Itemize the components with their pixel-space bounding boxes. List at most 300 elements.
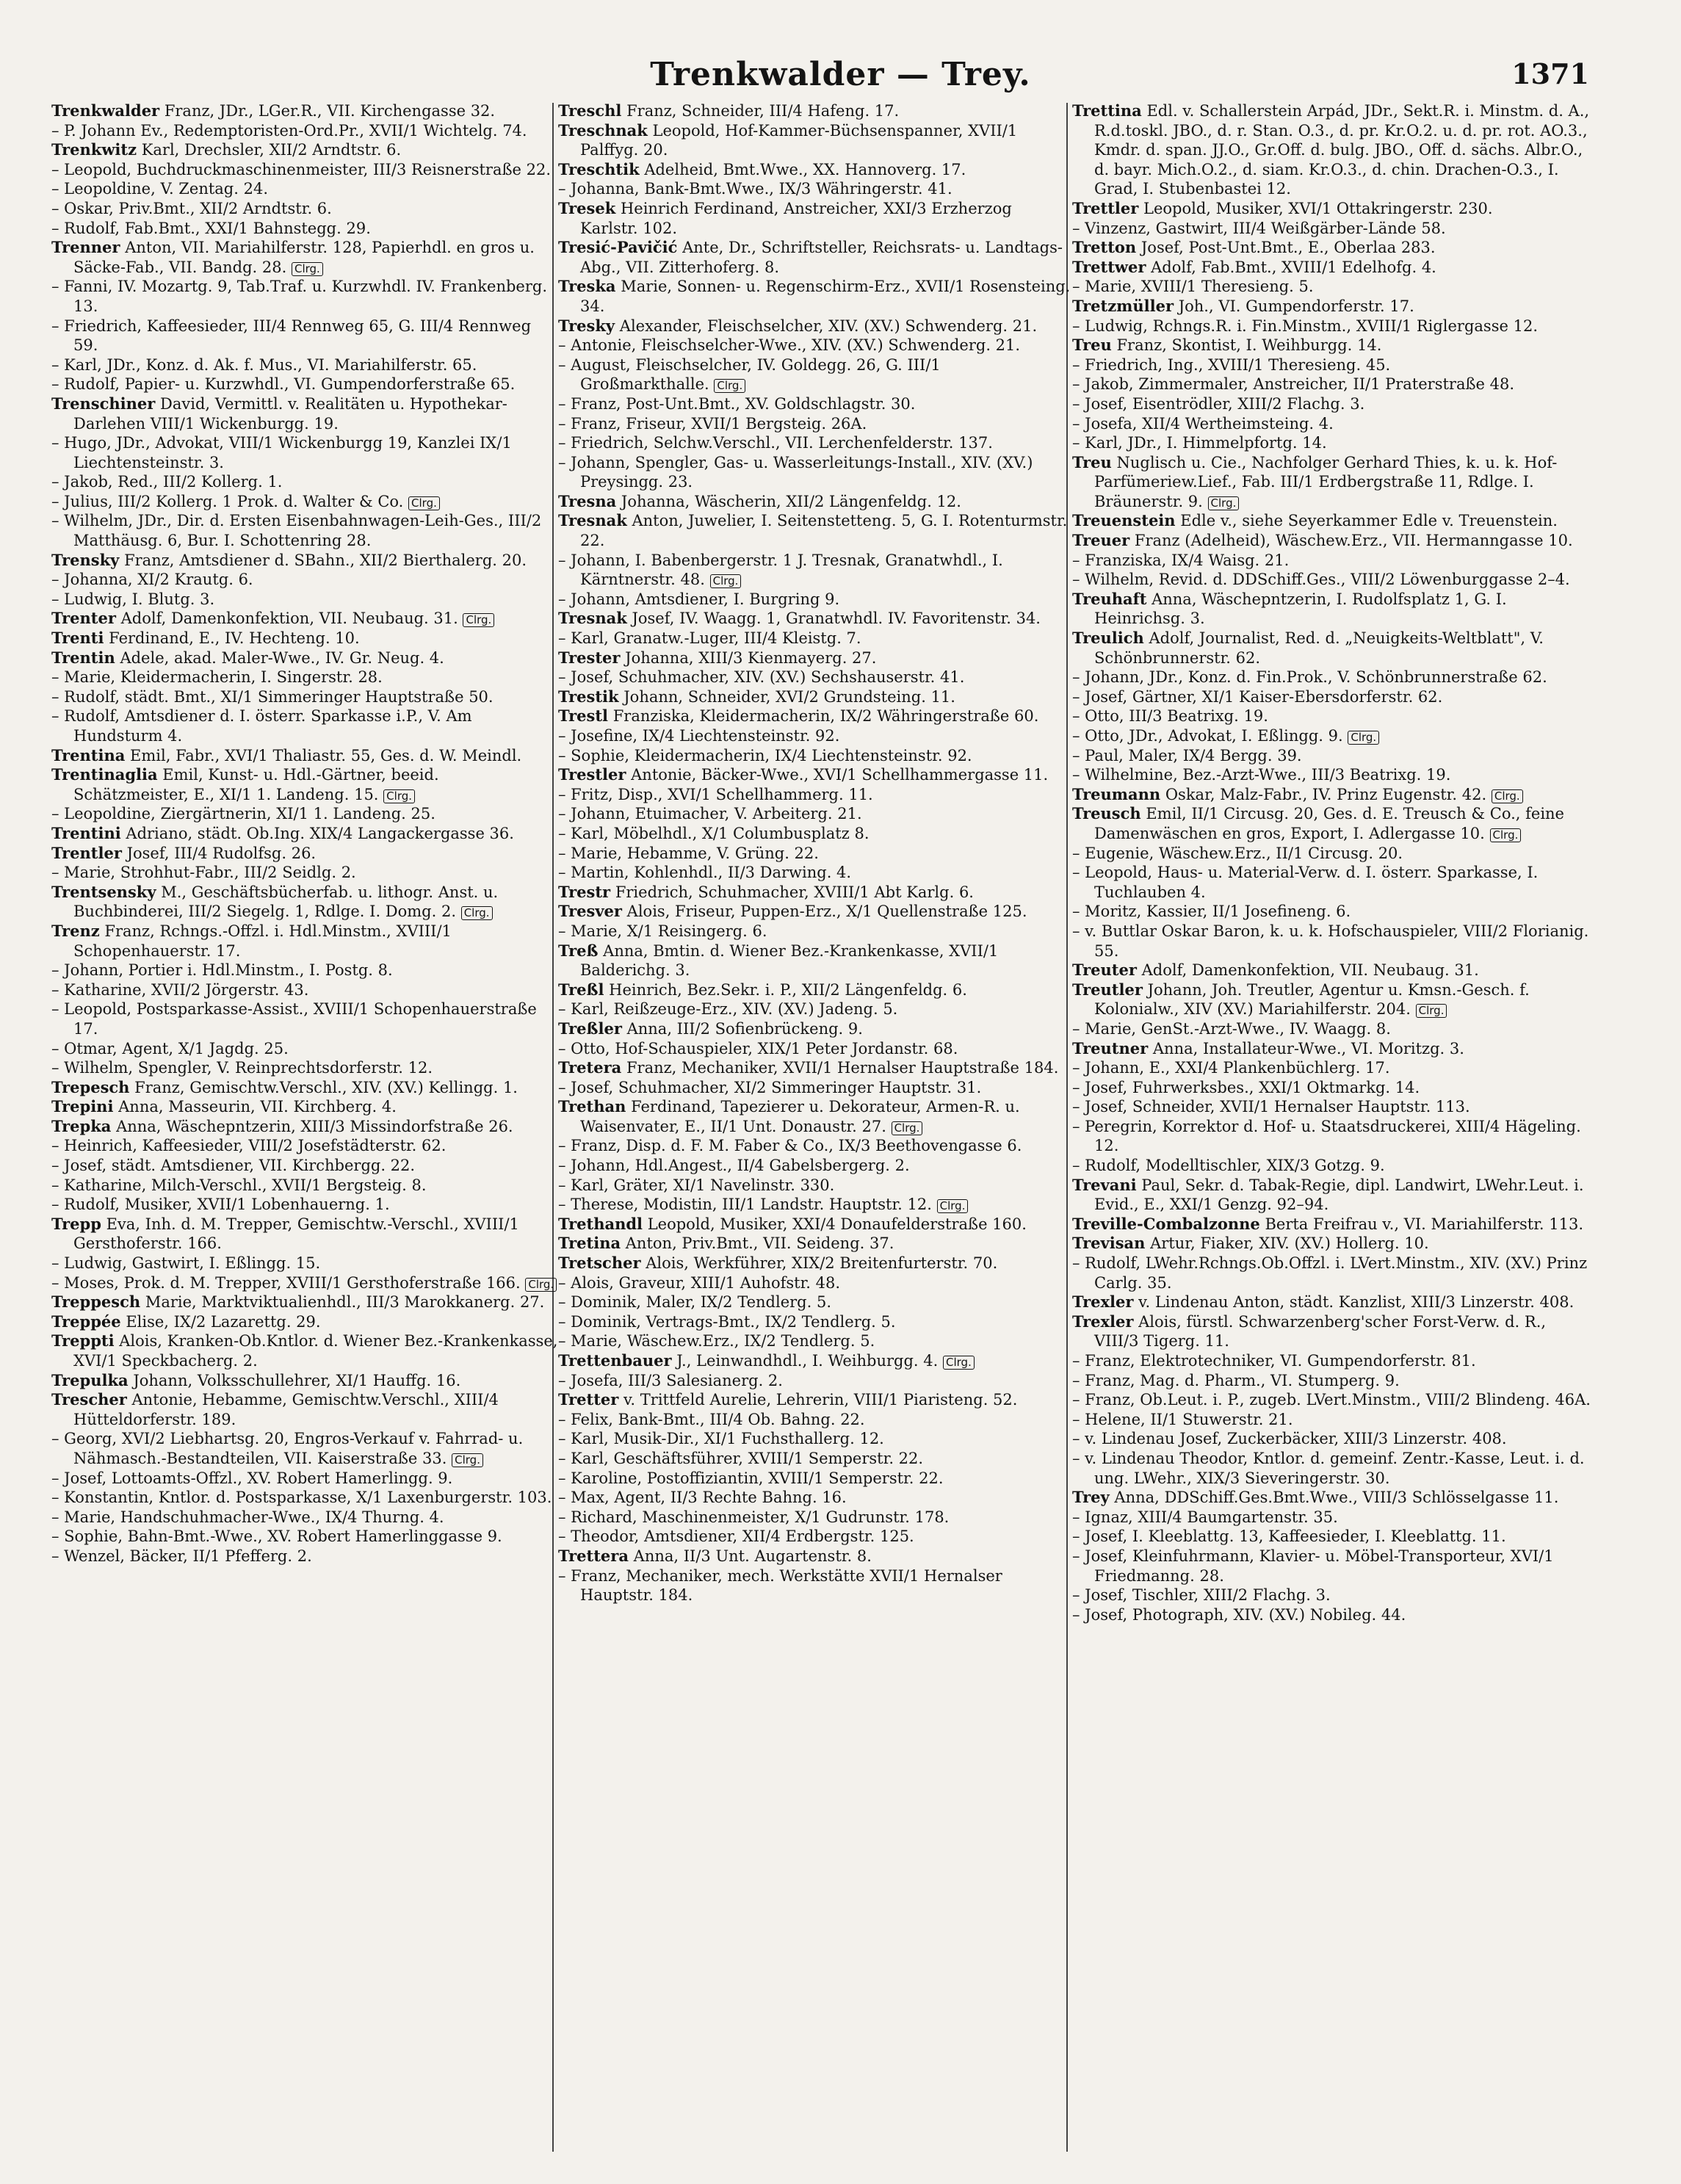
directory-entry	[558, 765, 1072, 785]
directory-entry	[558, 1097, 1072, 1136]
directory-entry	[1072, 336, 1594, 355]
entry-surname: Tresky	[558, 316, 615, 335]
directory-entry	[51, 961, 558, 980]
directory-entry	[1072, 375, 1594, 394]
entry-text: Josef, III/4 Rudolfsg. 26.	[126, 844, 317, 862]
entry-text: – Martin, Kohlenhdl., II/3 Darwing. 4.	[558, 864, 852, 882]
entry-surname: Treppti	[51, 1331, 115, 1350]
entry-text: J., Leinwandhdl., I. Weihburgg. 4.	[676, 1352, 939, 1370]
clearing-badge: Clrg.	[1490, 828, 1522, 842]
directory-entry	[51, 492, 558, 512]
entry-text: – Helene, II/1 Stuwerstr. 21.	[1072, 1410, 1293, 1428]
directory-entry	[558, 706, 1072, 726]
clearing-badge: Clrg.	[1208, 496, 1240, 510]
entry-text: – Karl, Möbelhdl., X/1 Columbusplatz 8.	[558, 824, 870, 842]
directory-entry	[51, 1292, 558, 1312]
directory-entry	[558, 1469, 1072, 1489]
entry-text: v. Trittfeld Aurelie, Lehrerin, VIII/1 Piaristeng. 52.	[623, 1391, 1018, 1409]
entry-surname: Trentini	[51, 823, 121, 842]
directory-entry	[1072, 1429, 1594, 1449]
clearing-badge: Clrg.	[461, 906, 493, 920]
directory-entry	[558, 726, 1072, 746]
entry-text: – Katharine, XVII/2 Jörgerstr. 43.	[51, 980, 309, 999]
directory-entry	[1072, 238, 1594, 258]
directory-entry	[558, 746, 1072, 766]
entry-text: Leopold, Musiker, XXI/4 Donaufelderstraße 160.	[647, 1215, 1027, 1233]
directory-entry	[1072, 590, 1594, 629]
entry-text: Josef, IV. Waagg. 1, Granatwhdl. IV. Favoritenstr. 34.	[632, 610, 1041, 628]
entry-surname: Treumann	[1072, 784, 1161, 803]
directory-entry	[1072, 1410, 1594, 1430]
entry-text: Nuglisch u. Cie., Nachfolger Gerhard Thies, k. u. k. Hof-Parfümeriew.Lief., Fab. III/1 Erdbergstraße 11, Rdlge. I. Bräunerstr. 9.	[1094, 453, 1558, 510]
entry-text: David, Vermittl. v. Realitäten u. Hypothekar-Darlehen VIII/1 Wickenburgg. 19.	[73, 394, 507, 433]
directory-entry	[1072, 1058, 1594, 1078]
entry-surname: Tretscher	[558, 1254, 641, 1273]
directory-entry	[1072, 531, 1594, 551]
entry-text: – Heinrich, Kaffeesieder, VIII/2 Josefstädterstr. 62.	[51, 1137, 447, 1155]
entry-text: – Marie, Strohhut-Fabr., III/2 Seidlg. 2.	[51, 864, 356, 882]
directory-entry	[1072, 980, 1594, 1019]
entry-surname: Tretina	[558, 1234, 621, 1253]
entry-text: – Karl, Gräter, XI/1 Navelinstr. 330.	[558, 1176, 835, 1194]
directory-entry	[1072, 1488, 1594, 1508]
entry-surname: Trescher	[51, 1390, 127, 1409]
entry-text: – Eugenie, Wäschew.Erz., II/1 Circusg. 20.	[1072, 844, 1403, 862]
clearing-badge: Clrg.	[525, 1278, 557, 1292]
directory-entry	[558, 179, 1072, 199]
directory-entry	[51, 277, 558, 316]
running-head: Trenkwalder — Trey.	[650, 56, 1031, 93]
directory-entry	[51, 121, 558, 141]
directory-entry	[51, 1117, 558, 1137]
entry-text: – Josef, städt. Amtsdiener, VII. Kirchbergg. 22.	[51, 1157, 416, 1175]
entry-text: – Ludwig, Gastwirt, I. Eßlingg. 15.	[51, 1254, 321, 1273]
entry-surname: Treschnak	[558, 120, 648, 140]
directory-entry	[1072, 1312, 1594, 1351]
directory-entry	[1072, 687, 1594, 707]
entry-text: – Marie, Kleidermacherin, I. Singerstr. 28.	[51, 668, 383, 687]
entry-text: Anna, II/3 Unt. Augartenstr. 8.	[633, 1547, 872, 1565]
directory-entry	[558, 999, 1072, 1019]
directory-entry	[51, 433, 558, 472]
entry-text: – Wenzel, Bäcker, II/1 Pfefferg. 2.	[51, 1547, 312, 1565]
directory-entry	[1072, 1019, 1594, 1039]
column-2	[558, 101, 1072, 2150]
entry-text: – Marie, Handschuhmacher-Wwe., IX/4 Thurng. 4.	[51, 1508, 444, 1526]
entry-text: – Johanna, XI/2 Krautg. 6.	[51, 571, 253, 589]
entry-text: – Fritz, Disp., XVI/1 Schellhammerg. 11.	[558, 785, 873, 803]
directory-entry	[558, 238, 1072, 277]
entry-text: – Josef, Eisentrödler, XIII/2 Flachg. 3.	[1072, 394, 1365, 413]
entry-text: – Therese, Modistin, III/1 Landstr. Hauptstr. 12.	[558, 1196, 932, 1214]
entry-text: – Leopold, Postsparkasse-Assist., XVIII/1 Schopenhauerstraße 17.	[51, 1000, 537, 1038]
entry-text: – Ludwig, I. Blutg. 3.	[51, 590, 215, 608]
directory-entry	[51, 551, 558, 571]
directory-entry	[51, 1527, 558, 1547]
directory-entry	[558, 492, 1072, 512]
entry-surname: Treville-Combalzonne	[1072, 1214, 1260, 1233]
entry-text: Adelheid, Bmt.Wwe., XX. Hannoverg. 17.	[644, 160, 966, 178]
directory-entry	[1072, 355, 1594, 375]
entry-surname: Trepka	[51, 1116, 112, 1135]
directory-entry	[51, 317, 558, 355]
entry-text: – Johann, Portier i. Hdl.Minstm., I. Postg. 8.	[51, 961, 393, 980]
directory-entry	[1072, 629, 1594, 668]
directory-entry	[1072, 668, 1594, 687]
entry-text: – Franz, Elektrotechniker, VI. Gumpendorferstr. 81.	[1072, 1352, 1476, 1370]
directory-entry	[51, 824, 558, 844]
entry-surname: Treu	[1072, 336, 1112, 355]
entry-surname: Trenkwalder	[51, 101, 160, 120]
directory-entry	[558, 199, 1072, 238]
entry-surname: Trexler	[1072, 1292, 1134, 1312]
directory-entry	[1072, 511, 1594, 531]
directory-entry	[51, 1312, 558, 1332]
directory-entry	[51, 472, 558, 492]
directory-entry	[1072, 1254, 1594, 1292]
entry-text: – Sophie, Bahn-Bmt.-Wwe., XV. Robert Hamerlinggasse 9.	[51, 1527, 502, 1546]
entry-surname: Trettler	[1072, 198, 1139, 217]
entry-text: – Leopoldine, V. Zentag. 24.	[51, 180, 268, 198]
directory-entry	[1072, 317, 1594, 336]
entry-text: – Leopold, Haus- u. Material-Verw. d. I. österr. Sparkasse, I. Tuchlauben 4.	[1072, 864, 1539, 901]
directory-entry	[1072, 551, 1594, 571]
entry-text: Heinrich Ferdinand, Anstreicher, XXI/3 Erzherzog Karlstr. 102.	[580, 199, 1012, 237]
entry-text: – Rudolf, städt. Bmt., XI/1 Simmeringer Hauptstraße 50.	[51, 687, 494, 706]
entry-surname: Trevani	[1072, 1175, 1137, 1194]
entry-text: – Franz, Ob.Leut. i. P., zugeb. LVert.Minstm., VIII/2 Blindeng. 46A.	[1072, 1391, 1591, 1409]
directory-entry	[1072, 570, 1594, 590]
entry-surname: Trentin	[51, 648, 115, 667]
entry-text: – Leopoldine, Ziergärtnerin, XI/1 1. Landeng. 25.	[51, 805, 435, 823]
entry-text: – Josef, Fuhrwerksbes., XXI/1 Oktmarkg. 14.	[1072, 1078, 1420, 1096]
entry-text: – Ignaz, XIII/4 Baumgartenstr. 35.	[1072, 1508, 1338, 1526]
entry-surname: Treßl	[558, 980, 604, 999]
entry-text: – Friedrich, Kaffeesieder, III/4 Rennweg 65, G. III/4 Rennweg 59.	[51, 317, 532, 355]
directory-entry	[558, 551, 1072, 590]
entry-text: Franz, Rchngs.-Offzl. i. Hdl.Minstm., XVIII/1 Schopenhauerstr. 17.	[73, 922, 452, 960]
entry-text: Marie, Sonnen- u. Regenschirm-Erz., XVII/1 Rosensteing. 34.	[580, 278, 1071, 315]
entry-text: Leopold, Hof-Kammer-Büchsenspanner, XVII/1 Palffyg. 20.	[580, 121, 1018, 159]
directory-entry	[558, 1547, 1072, 1566]
entry-surname: Treska	[558, 277, 616, 296]
directory-entry	[51, 140, 558, 160]
clearing-badge: Clrg.	[383, 789, 415, 803]
entry-text: Alois, Werkführer, XIX/2 Breitenfurterstr. 70.	[646, 1254, 998, 1273]
entry-text: Anton, Priv.Bmt., VII. Seideng. 37.	[625, 1234, 894, 1253]
entry-text: Johann, Volksschullehrer, XI/1 Hauffg. 16.	[133, 1371, 461, 1389]
directory-entry	[51, 883, 558, 922]
entry-surname: Treschl	[558, 101, 622, 120]
entry-surname: Treutner	[1072, 1038, 1149, 1057]
directory-entry	[558, 277, 1072, 316]
directory-entry	[1072, 1547, 1594, 1585]
entry-text: – Marie, Hebamme, V. Grüng. 22.	[558, 844, 819, 862]
entry-text: – Josef, Photograph, XIV. (XV.) Nobileg. 44.	[1072, 1605, 1406, 1624]
directory-entry	[558, 121, 1072, 160]
directory-entry	[51, 668, 558, 687]
clearing-badge: Clrg.	[937, 1199, 969, 1213]
entry-text: – Wilhelm, Revid. d. DDSchiff.Ges., VIII/2 Löwenburggasse 2–4.	[1072, 571, 1570, 589]
directory-entry	[51, 1097, 558, 1117]
directory-entry	[51, 1176, 558, 1196]
entry-surname: Treschtik	[558, 159, 640, 178]
entry-surname: Trentina	[51, 745, 126, 764]
entry-text: – Johann, JDr., Konz. d. Fin.Prok., V. Schönbrunnerstraße 62.	[1072, 668, 1547, 687]
directory-entry	[1072, 258, 1594, 278]
entry-text: – Karl, Granatw.-Luger, III/4 Kleistg. 7.	[558, 629, 861, 648]
directory-entry	[1072, 1390, 1594, 1410]
entry-text: – Johann, Amtsdiener, I. Burgring 9.	[558, 590, 840, 608]
directory-entry	[51, 706, 558, 745]
entry-text: – Josef, Lottoamts-Offzl., XV. Robert Hamerlingg. 9.	[51, 1469, 453, 1487]
entry-text: – Josefa, XII/4 Wertheimsteing. 4.	[1072, 414, 1334, 433]
directory-entry	[558, 668, 1072, 687]
directory-entry	[51, 1039, 558, 1059]
entry-text: Alois, fürstl. Schwarzenberg'scher Forst-Verw. d. R., VIII/3 Tigerg. 11.	[1094, 1312, 1547, 1350]
entry-text: Leopold, Musiker, XVI/1 Ottakringerstr. 230.	[1143, 199, 1493, 217]
entry-text: – Leopold, Buchdruckmaschinenmeister, III/3 Reisnerstraße 22.	[51, 160, 552, 178]
entry-text: – Johann, I. Babenbergerstr. 1 J. Tresnak, Granatwhdl., I. Kärntnerstr. 48.	[558, 551, 1003, 589]
directory-entry	[558, 941, 1072, 980]
entry-text: – Oskar, Priv.Bmt., XII/2 Arndtstr. 6.	[51, 199, 332, 217]
entry-surname: Treusch	[1072, 804, 1141, 823]
entry-text: Artur, Fiaker, XIV. (XV.) Hollerg. 10.	[1150, 1234, 1429, 1253]
entry-text: – Rudolf, Amtsdiener d. I. österr. Sparkasse i.P., V. Am Hundsturm 4.	[51, 707, 472, 745]
directory-entry	[558, 1351, 1072, 1371]
directory-entry	[51, 844, 558, 864]
directory-entry	[1072, 1117, 1594, 1156]
entry-text: Marie, Marktviktualienhdl., III/3 Marokkanerg. 27.	[145, 1293, 545, 1312]
entry-surname: Trethandl	[558, 1214, 643, 1233]
entry-text: – Jakob, Zimmermaler, Anstreicher, II/1 Praterstraße 48.	[1072, 375, 1515, 394]
directory-entry	[558, 609, 1072, 629]
clearing-badge: Clrg.	[1492, 789, 1523, 803]
directory-entry	[558, 1371, 1072, 1391]
entry-surname: Treuhaft	[1072, 589, 1147, 608]
directory-entry	[1072, 1351, 1594, 1371]
entry-text: – Otto, Hof-Schauspieler, XIX/1 Peter Jordanstr. 68.	[558, 1039, 958, 1057]
clearing-badge: Clrg.	[408, 496, 440, 510]
entry-surname: Tretera	[558, 1058, 622, 1077]
entry-text: – Franz, Mag. d. Pharm., VI. Stumperg. 9.	[1072, 1371, 1400, 1389]
entry-text: – Dominik, Maler, IX/2 Tendlerg. 5.	[558, 1293, 831, 1312]
entry-text: – Franziska, IX/4 Waisg. 21.	[1072, 551, 1290, 569]
directory-entry	[51, 804, 558, 824]
entry-text: Paul, Sekr. d. Tabak-Regie, dipl. Landwirt, LWehr.Leut. i. Evid., E., XXI/1 Genzg. 92–94.	[1094, 1176, 1584, 1214]
entry-text: Franz, Amtsdiener d. SBahn., XII/2 Bierthalerg. 20.	[124, 551, 527, 569]
directory-entry	[1072, 902, 1594, 922]
entry-text: – Jakob, Red., III/2 Kollerg. 1.	[51, 473, 283, 491]
entry-text: – Hugo, JDr., Advokat, VIII/1 Wickenburgg 19, Kanzlei IX/1 Liechtensteinstr. 3.	[51, 434, 512, 471]
directory-entry	[1072, 706, 1594, 726]
entry-surname: Trenschiner	[51, 394, 156, 413]
entry-text: – Dominik, Vertrags-Bmt., IX/2 Tendlerg. 5.	[558, 1312, 896, 1331]
clearing-badge: Clrg.	[452, 1453, 483, 1467]
directory-entry	[558, 1273, 1072, 1293]
entry-surname: Trenkwitz	[51, 140, 137, 159]
directory-entry	[558, 980, 1072, 1000]
entry-text: – Johann, E., XXI/4 Plankenbüchlerg. 17.	[1072, 1059, 1390, 1077]
directory-entry	[51, 999, 558, 1038]
clearing-badge: Clrg.	[1348, 731, 1379, 745]
directory-entry	[558, 1176, 1072, 1196]
entry-surname: Trenti	[51, 629, 104, 648]
directory-entry	[51, 511, 558, 550]
entry-surname: Trettenbauer	[558, 1351, 672, 1370]
entry-surname: Tretton	[1072, 238, 1137, 257]
directory-entry	[51, 648, 558, 668]
entry-text: – Franz, Mechaniker, mech. Werkstätte XVII/1 Hernalser Hauptstr. 184.	[558, 1566, 1002, 1605]
entry-text: Johanna, XIII/3 Kienmayerg. 27.	[625, 648, 877, 667]
directory-entry	[51, 1078, 558, 1098]
directory-entry	[558, 844, 1072, 864]
directory-entry	[51, 570, 558, 590]
entry-text: – Marie, GenSt.-Arzt-Wwe., IV. Waagg. 8.	[1072, 1019, 1391, 1038]
directory-entry	[558, 590, 1072, 610]
entry-text: Antonie, Bäcker-Wwe., XVI/1 Schellhammergasse 11.	[631, 766, 1049, 784]
directory-entry	[558, 433, 1072, 453]
directory-entry	[1072, 1449, 1594, 1488]
entry-text: Johann, Joh. Treutler, Agentur u. Kmsn.-Gesch. f. Kolonialw., XIV (XV.) Mariahilferstr. 204.	[1094, 980, 1530, 1019]
directory-entry	[51, 160, 558, 180]
entry-surname: Tresnak	[558, 511, 627, 530]
directory-entry	[558, 1195, 1072, 1215]
entry-text: – Antonie, Fleischselcher-Wwe., XIV. (XV.) Schwenderg. 21.	[558, 336, 1021, 355]
entry-text: Eva, Inh. d. M. Trepper, Gemischtw.-Verschl., XVIII/1 Gersthoferstr. 166.	[73, 1215, 519, 1253]
directory-entry	[558, 355, 1072, 394]
entry-text: – Karl, JDr., I. Himmelpfortg. 14.	[1072, 434, 1327, 452]
directory-entry	[1072, 1292, 1594, 1312]
entry-surname: Tresnak	[558, 609, 627, 628]
directory-entry	[1072, 746, 1594, 766]
entry-text: Joh., VI. Gumpendorferstr. 17.	[1178, 297, 1414, 315]
directory-entry	[558, 1292, 1072, 1312]
entry-text: – Marie, Wäschew.Erz., IX/2 Tendlerg. 5.	[558, 1332, 875, 1350]
entry-text: Ferdinand, E., IV. Hechteng. 10.	[109, 629, 360, 648]
entry-text: Alois, Kranken-Ob.Kntlor. d. Wiener Bez.-Krankenkasse, XVI/1 Speckbacherg. 2.	[73, 1332, 558, 1370]
directory-entry	[51, 1254, 558, 1273]
directory-entry	[558, 922, 1072, 941]
clearing-badge: Clrg.	[943, 1356, 975, 1370]
directory-entry	[51, 629, 558, 648]
directory-entry	[51, 980, 558, 1000]
entry-text: Edl. v. Schallerstein Arpád, JDr., Sekt.R. i. Minstm. d. A., R.d.toskl. JBO., d. r. Stan. O.3., d. pr. Kr.O.2. u. d. pr. rot. AO.3., Kmdr. d. span. JJ.O., Gr.Off. d. bulg. JBO., Off. d. sächs. Albr.O., d. bayr. Mich.O.2., d. siam. Kr.O.3., d. chin. Drachen-O.3., I. Grad, I. Stubenbastei 12.	[1094, 102, 1590, 198]
directory-entry	[558, 785, 1072, 805]
directory-entry	[1072, 1527, 1594, 1547]
directory-entry	[51, 765, 558, 804]
entry-text: – August, Fleischselcher, IV. Goldegg. 26, G. III/1 Großmarkthalle.	[558, 355, 941, 394]
entry-text: Josef, Post-Unt.Bmt., E., Oberlaa 283.	[1140, 239, 1436, 257]
directory-entry	[558, 511, 1072, 550]
directory-entry	[51, 1156, 558, 1176]
entry-surname: Trenter	[51, 609, 116, 628]
entry-text: Anna, Wäschepntzerin, I. Rudolfsplatz 1, G. I. Heinrichsg. 3.	[1094, 590, 1507, 628]
directory-entry	[51, 1371, 558, 1391]
entry-surname: Treu	[1072, 452, 1112, 471]
entry-text: – Karl, JDr., Konz. d. Ak. f. Mus., VI. Mariahilferstr. 65.	[51, 355, 477, 374]
directory-entry	[1072, 277, 1594, 297]
directory-entry	[558, 1449, 1072, 1469]
directory-entry	[1072, 726, 1594, 746]
entry-text: – Moritz, Kassier, II/1 Josefineng. 6.	[1072, 903, 1351, 921]
entry-text: – Theodor, Amtsdiener, XII/4 Erdbergstr. 125.	[558, 1527, 914, 1546]
directory-entry	[558, 1039, 1072, 1059]
directory-entry	[51, 1273, 558, 1293]
entry-text: Anna, Installateur-Wwe., VI. Moritzg. 3.	[1152, 1039, 1464, 1057]
entry-surname: Treuenstein	[1072, 511, 1176, 530]
directory-entry	[51, 922, 558, 961]
entry-text: – Josef, Schuhmacher, XIV. (XV.) Sechshauserstr. 41.	[558, 668, 965, 687]
entry-text: – Peregrin, Korrektor d. Hof- u. Staatsdruckerei, XIII/4 Hägeling. 12.	[1072, 1117, 1581, 1155]
directory-entry	[558, 1215, 1072, 1234]
entry-text: Berta Freifrau v., VI. Mariahilferstr. 113.	[1265, 1215, 1584, 1233]
entry-text: Anna, DDSchiff.Ges.Bmt.Wwe., VIII/3 Schlösselgasse 11.	[1114, 1489, 1559, 1507]
directory-entry	[51, 1547, 558, 1566]
entry-text: – Ludwig, Rchngs.R. i. Fin.Minstm., XVIII/1 Riglergasse 12.	[1072, 317, 1538, 335]
directory-entry	[51, 1331, 558, 1370]
entry-text: Anna, Wäschepntzerin, XIII/3 Missindorfstraße 26.	[116, 1117, 513, 1135]
entry-text: Adolf, Journalist, Red. d. „Neuigkeits-Weltblatt", V. Schönbrunnerstr. 62.	[1094, 629, 1544, 667]
entry-text: – Friedrich, Ing., XVIII/1 Theresieng. 45.	[1072, 355, 1391, 374]
directory-entry	[558, 863, 1072, 883]
clearing-badge: Clrg.	[1416, 1004, 1447, 1018]
entry-text: – Wilhelm, Spengler, V. Reinprechtsdorferstr. 12.	[51, 1059, 433, 1077]
directory-entry	[1072, 1039, 1594, 1059]
entry-text: – Josefa, III/3 Salesianerg. 2.	[558, 1371, 783, 1389]
directory-entry	[558, 1254, 1072, 1273]
entry-text: – Josef, Schuhmacher, XI/2 Simmeringer Hauptstr. 31.	[558, 1078, 982, 1096]
entry-text: – Rudolf, LWehr.Rchngs.Ob.Offzl. i. LVert.Minstm., XIV. (XV.) Prinz Carlg. 35.	[1072, 1254, 1588, 1292]
directory-entry	[51, 179, 558, 199]
directory-entry	[558, 804, 1072, 824]
directory-entry	[51, 394, 558, 433]
entry-text: – Franz, Disp. d. F. M. Faber & Co., IX/3 Beethovengasse 6.	[558, 1137, 1022, 1155]
directory-entry	[51, 590, 558, 610]
entry-text: – Josef, Schneider, XVII/1 Hernalser Hauptstr. 113.	[1072, 1098, 1470, 1116]
entry-surname: Trexler	[1072, 1312, 1134, 1331]
directory-entry	[1072, 1371, 1594, 1391]
directory-entry	[1072, 297, 1594, 317]
entry-surname: Trettina	[1072, 101, 1142, 120]
entry-text: – P. Johann Ev., Redemptoristen-Ord.Pr., XVII/1 Wichtelg. 74.	[51, 121, 527, 140]
directory-entry	[558, 687, 1072, 707]
entry-text: Heinrich, Bez.Sekr. i. P., XII/2 Längenfeldg. 6.	[609, 980, 967, 999]
entry-surname: Tresić-Pavičić	[558, 238, 678, 257]
entry-text: – Marie, XVIII/1 Theresieng. 5.	[1072, 278, 1314, 296]
directory-entry	[1072, 1156, 1594, 1176]
directory-entry	[558, 453, 1072, 492]
entry-text: – Josef, Tischler, XIII/2 Flachg. 3.	[1072, 1586, 1331, 1605]
entry-surname: Treppée	[51, 1312, 121, 1331]
directory-entry	[51, 1469, 558, 1489]
directory-entry	[1072, 433, 1594, 453]
entry-surname: Treulich	[1072, 629, 1144, 648]
entry-text: – Josef, Gärtner, XI/1 Kaiser-Ebersdorferstr. 62.	[1072, 687, 1443, 706]
entry-text: – Johann, Hdl.Angest., II/4 Gabelsbergerg. 2.	[558, 1157, 910, 1175]
entry-surname: Trester	[558, 648, 621, 667]
entry-text: – Katharine, Milch-Verschl., XVII/1 Bergsteig. 8.	[51, 1176, 427, 1194]
entry-text: Franz, JDr., LGer.R., VII. Kirchengasse 32.	[164, 102, 496, 120]
entry-text: Adele, akad. Maler-Wwe., IV. Gr. Neug. 4.	[120, 648, 444, 667]
directory-entry	[1072, 1508, 1594, 1527]
entry-surname: Treutler	[1072, 980, 1143, 999]
directory-entry	[558, 1078, 1072, 1098]
directory-entry	[1072, 199, 1594, 219]
entry-text: – Wilhelm, JDr., Dir. d. Ersten Eisenbahnwagen-Leih-Ges., III/2 Matthäusg. 6, Bur. I. Schottenring 28.	[51, 512, 542, 550]
entry-text: Karl, Drechsler, XII/2 Arndtstr. 6.	[141, 141, 402, 159]
directory-entry	[51, 375, 558, 394]
